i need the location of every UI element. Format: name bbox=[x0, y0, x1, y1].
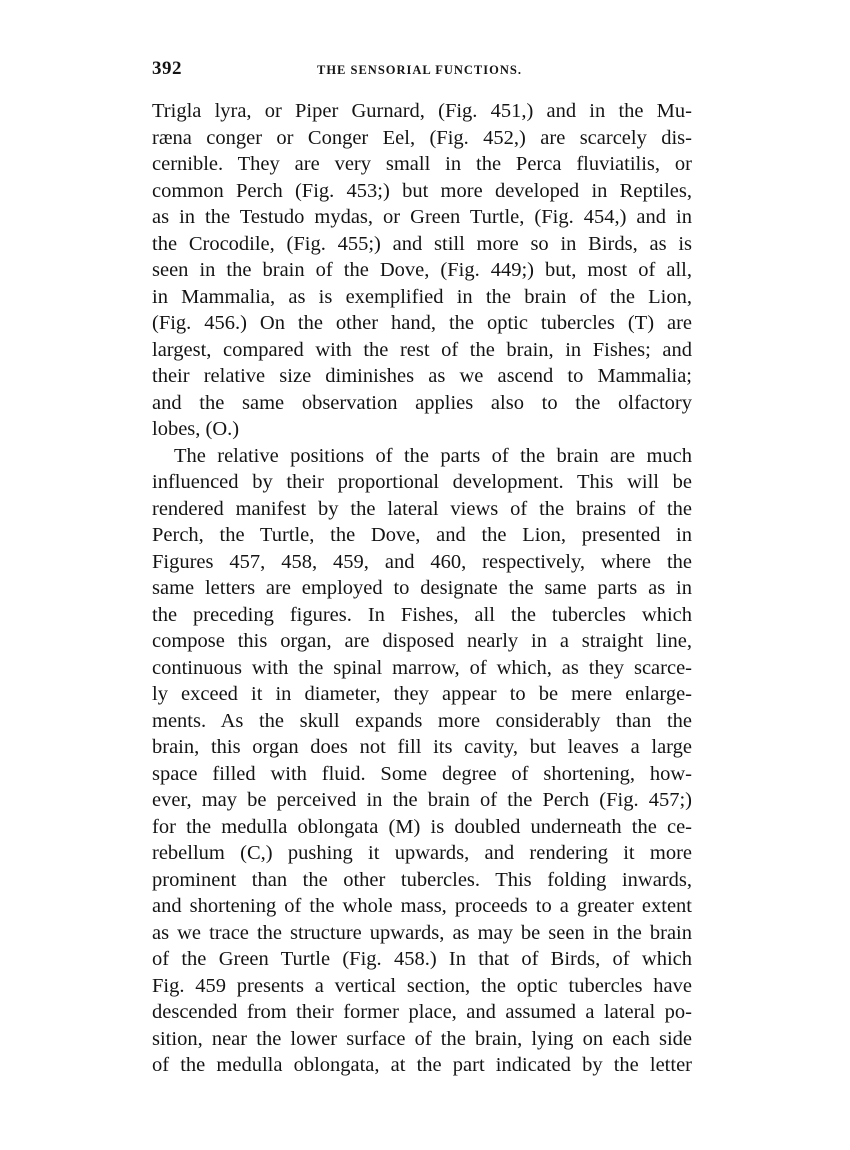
text-line: ments. As the skull expands more considerably than the bbox=[152, 709, 692, 732]
text-line: their relative size diminishes as we ascend to Mammalia; bbox=[152, 365, 692, 387]
text-line: descended from their former place, and assumed a lateral po- bbox=[152, 1001, 692, 1023]
text-line: ever, may be perceived in the brain of the Perch (Fig. 457;) bbox=[152, 789, 692, 811]
text-line: ly exceed it in diameter, they appear to be mere enlarge- bbox=[152, 683, 692, 705]
text-line: largest, compared with the rest of the brain, in Fishes; and bbox=[152, 338, 692, 361]
text-line: common Perch (Fig. 453;) but more developed in Reptiles, bbox=[152, 179, 692, 202]
body-text bbox=[152, 98, 692, 1079]
text-line: brain, this organ does not fill its cavity, but leaves a large bbox=[152, 736, 692, 758]
text-line: influenced by their proportional development. This will be bbox=[152, 471, 692, 493]
text-line: lobes, (O.) bbox=[152, 418, 240, 440]
text-line: and shortening of the whole mass, proceeds to a greater extent bbox=[152, 895, 692, 917]
text-line: as in the Testudo mydas, or Green Turtle, (Fig. 454,) and in bbox=[152, 206, 692, 228]
page-number: 392 bbox=[152, 58, 182, 79]
text-line: sition, near the lower surface of the brain, lying on each side bbox=[152, 1027, 692, 1050]
text-line: (Fig. 456.) On the other hand, the optic tubercles (T) are bbox=[152, 312, 692, 334]
text-line: the Crocodile, (Fig. 455;) and still more so in Birds, as is bbox=[152, 232, 692, 255]
running-title: THE SENSORIAL FUNCTIONS. bbox=[317, 63, 522, 77]
text-line: of the medulla oblongata, at the part indicated by the letter bbox=[152, 1054, 692, 1076]
text-line: for the medulla oblongata (M) is doubled underneath the ce- bbox=[152, 815, 692, 838]
text-line: cernible. They are very small in the Perca fluviatilis, or bbox=[152, 153, 692, 175]
text-line: of the Green Turtle (Fig. 458.) In that of Birds, of which bbox=[152, 948, 692, 970]
text-line: Figures 457, 458, 459, and 460, respectively, where the bbox=[152, 550, 692, 573]
text-line: Fig. 459 presents a vertical section, the optic tubercles have bbox=[152, 974, 692, 997]
text-line: Perch, the Turtle, the Dove, and the Lion, presented in bbox=[152, 524, 692, 546]
text-line: and the same observation applies also to the olfactory bbox=[152, 391, 692, 414]
text-line: the preceding figures. In Fishes, all the tubercles which bbox=[152, 603, 692, 626]
text-line: ræna conger or Conger Eel, (Fig. 452,) are scarcely dis- bbox=[152, 126, 692, 149]
text-line: as we trace the structure upwards, as may be seen in the brain bbox=[152, 921, 692, 944]
text-line: compose this organ, are disposed nearly in a straight line, bbox=[152, 630, 692, 652]
text-line: Trigla lyra, or Piper Gurnard, (Fig. 451,) and in the Mu- bbox=[152, 100, 692, 122]
text-line: The relative positions of the parts of the brain are much bbox=[174, 444, 692, 467]
text-line: rendered manifest by the lateral views of the brains of the bbox=[152, 497, 692, 520]
text-line: space filled with fluid. Some degree of shortening, how- bbox=[152, 762, 692, 785]
text-line: prominent than the other tubercles. This folding inwards, bbox=[152, 868, 692, 891]
text-line: continuous with the spinal marrow, of which, as they scarce- bbox=[152, 656, 692, 679]
text-line: rebellum (C,) pushing it upwards, and rendering it more bbox=[152, 842, 692, 864]
text-line: seen in the brain of the Dove, (Fig. 449;) but, most of all, bbox=[152, 259, 692, 281]
text-line: in Mammalia, as is exemplified in the brain of the Lion, bbox=[152, 285, 692, 308]
running-head bbox=[152, 58, 692, 88]
text-line: same letters are employed to designate the same parts as in bbox=[152, 577, 692, 599]
